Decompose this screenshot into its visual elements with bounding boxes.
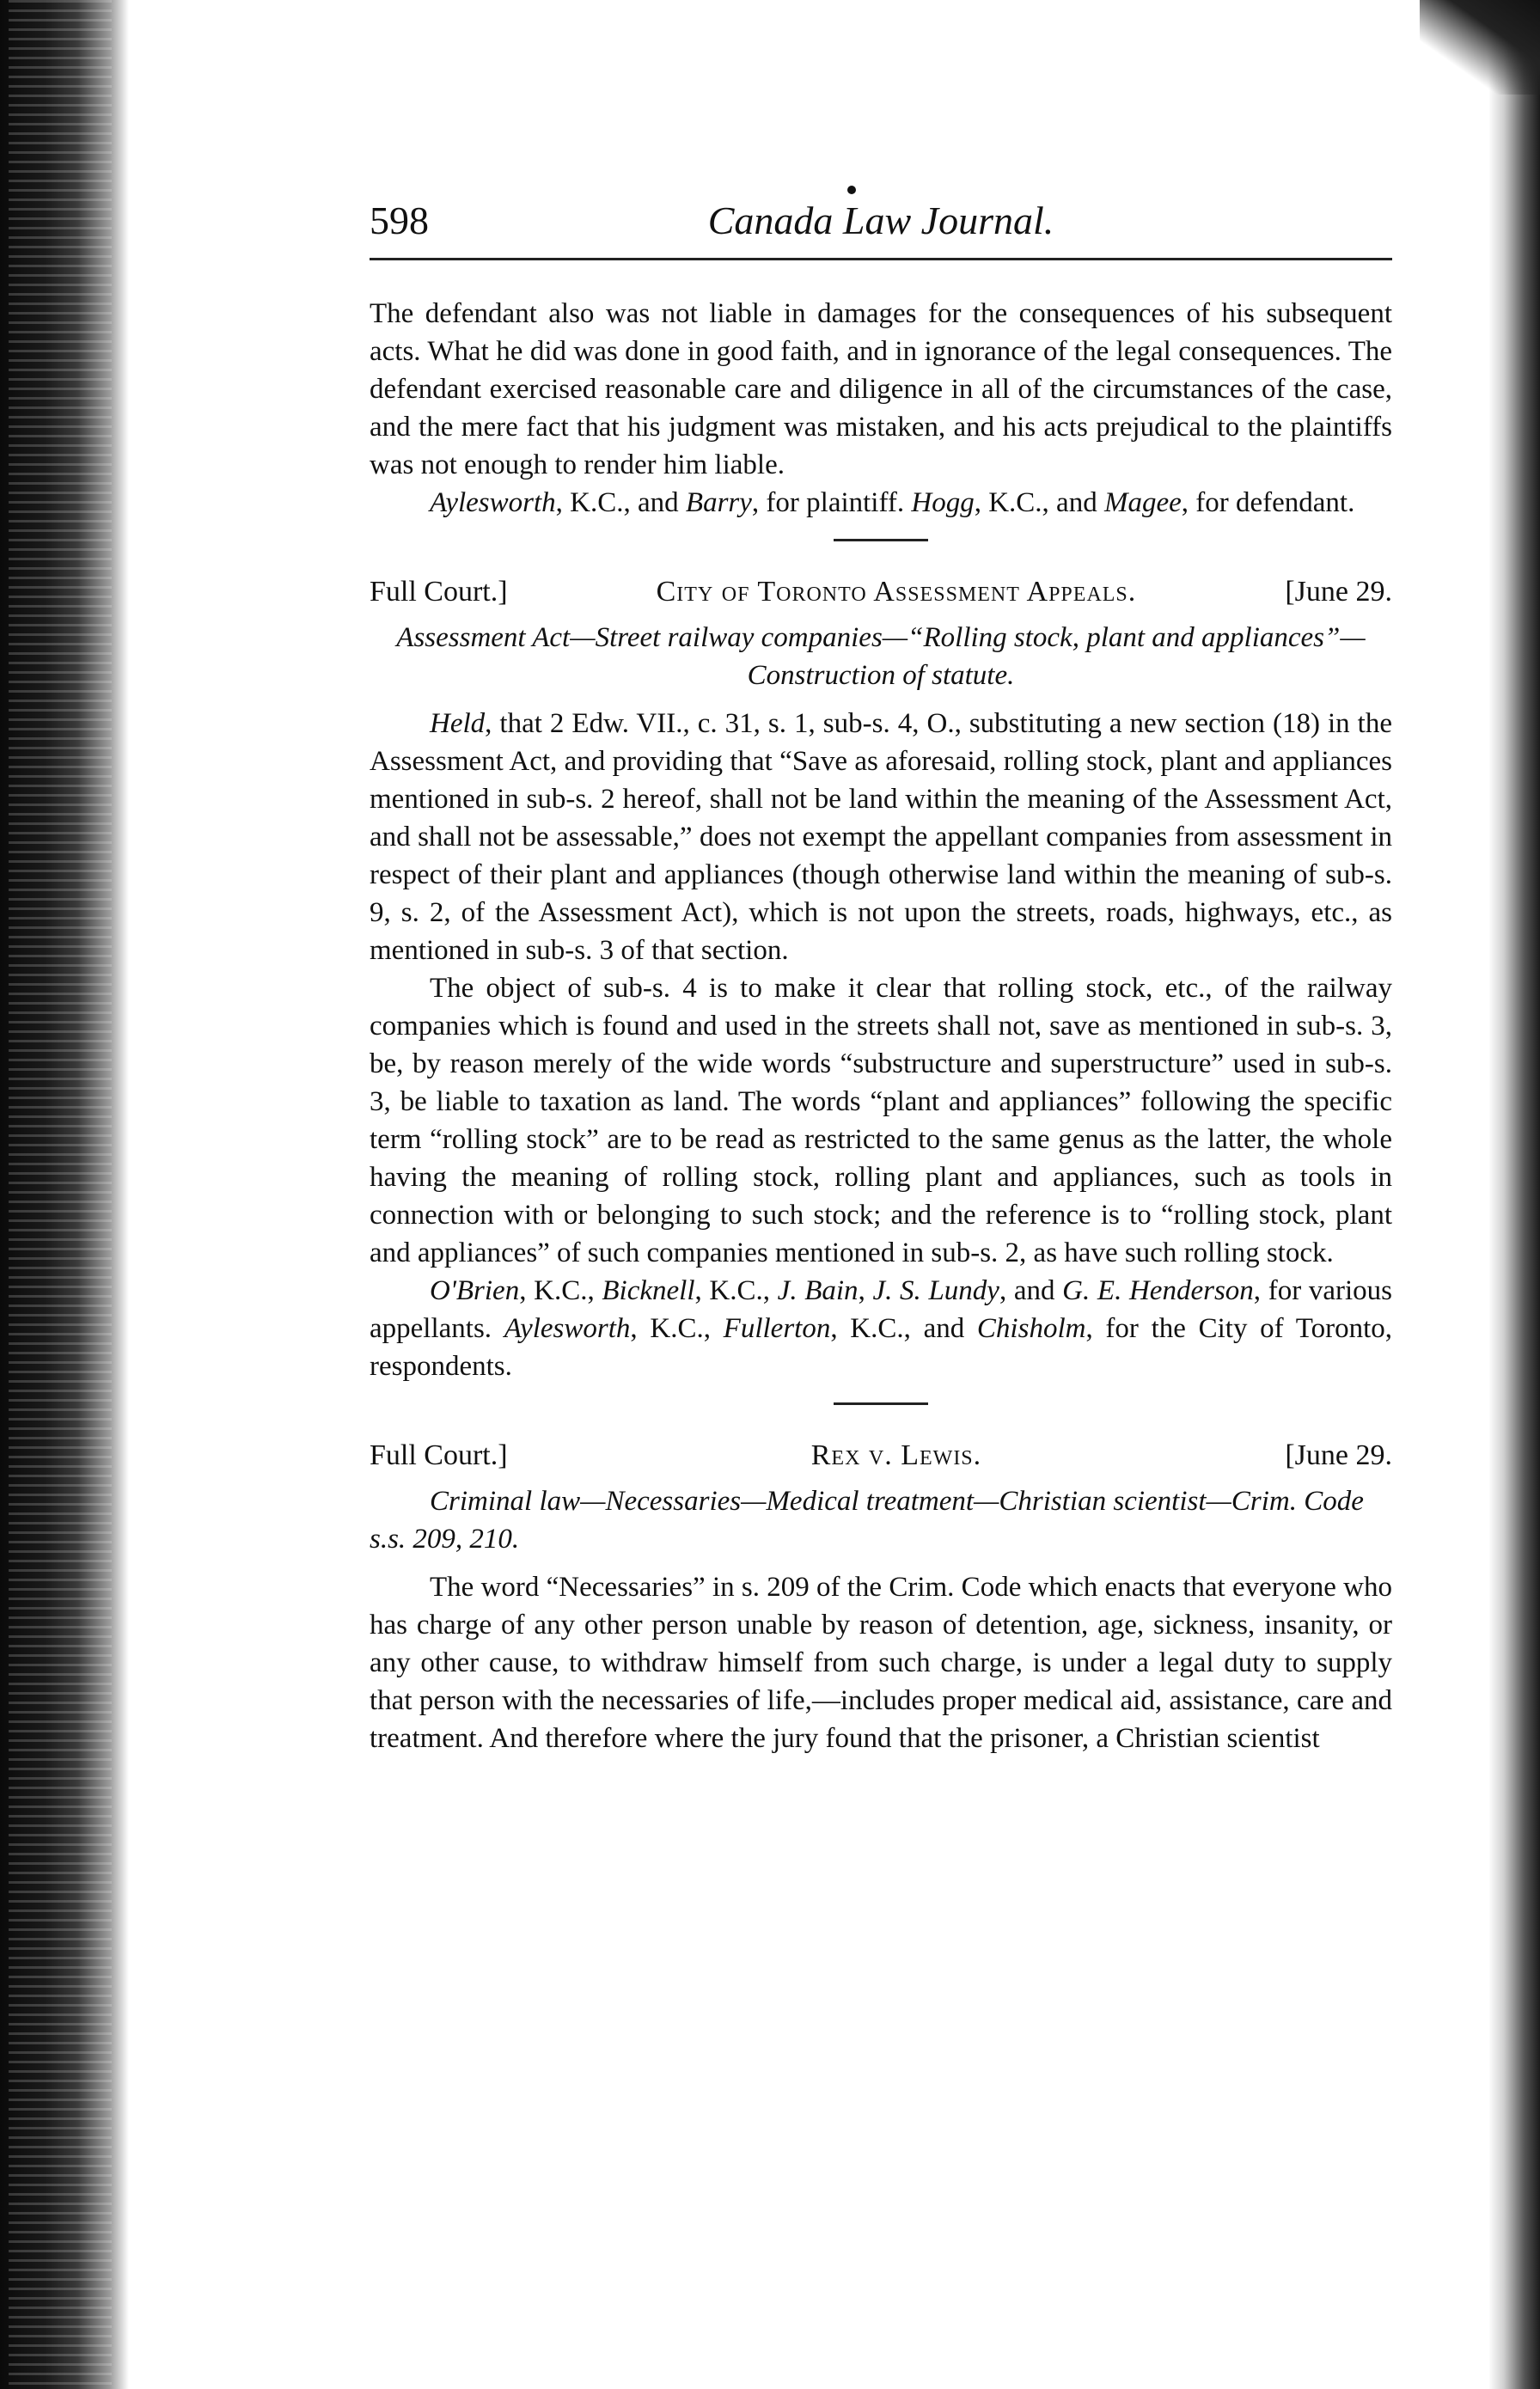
page-number: 598 xyxy=(370,199,429,242)
journal-page xyxy=(370,198,1392,1757)
counsel-name: Barry xyxy=(685,487,752,518)
court-label: Full Court.] xyxy=(370,1439,508,1471)
scan-shadow-right xyxy=(1488,0,1540,2389)
counsel-name: Aylesworth xyxy=(504,1313,631,1344)
running-header xyxy=(370,198,1392,260)
case-headnote: Assessment Act—Street railway companies—“Rolling stock, plant and appliances”—Construction of statute. xyxy=(396,622,1366,691)
counsel-name: G. E. Henderson xyxy=(1062,1275,1254,1306)
case-paragraph: The object of sub-s. 4 is to make it clear that rolling stock, etc., of the railway companies which is found and used in the streets shall not, save as mentioned in sub-s. 3, be, by reason merely of the wide words “substructure and superstructure” used in sub-s. 3, be liable to taxation as land. The words “plant and appliances” following the specific term “rolling stock” are to be read as restricted to the same genus as the latter, the whole having the meaning of rolling stock, rolling plant and appliances, such as tools in connection with or belonging to such stock; and the reference is to “rolling stock, plant and appliances” of such companies mentioned in sub-s. 2, as have such rolling stock. xyxy=(370,973,1392,1268)
court-label: Full Court.] xyxy=(370,576,508,608)
case-held-paragraph: Held, that 2 Edw. VII., c. 31, s. 1, sub-s. 4, O., substituting a new section (18) in the Assessment Act, and providing that “Save as aforesaid, rolling stock, plant and appliances mentioned in sub-s. 2 hereof, shall not be land within the meaning of the Assessment Act, and shall not be assessable,” does not exempt the appellant companies from assessment in respect of their plant and appliances (though otherwise land within the meaning of sub-s. 9, s. 2, of the Assessment Act), which is not upon the streets, roads, highways, etc., as mentioned in sub-s. 3 of that section. xyxy=(370,708,1392,966)
held-word: Held xyxy=(430,708,486,739)
opening-counsel: Aylesworth, K.C., and Barry, for plaintiff. Hogg, K.C., and Magee, for defendant. xyxy=(430,487,1355,518)
section-divider xyxy=(834,1402,928,1405)
case-date: [June 29. xyxy=(1285,1439,1392,1471)
counsel-name: Chisholm xyxy=(976,1313,1086,1344)
scan-corner-shadow xyxy=(1420,0,1540,95)
case-title: Rex v. Lewis. xyxy=(810,1439,982,1471)
case-counsel: O'Brien, K.C., Bicknell, K.C., J. Bain, J. S. Lundy, and G. E. Henderson, for various appellants. Aylesworth, K.C., Fullerton, K.C., and Chisholm, for the City of Toronto, respondents. xyxy=(370,1275,1393,1382)
scan-shadow-left xyxy=(0,0,129,2389)
case-heading xyxy=(370,572,1392,612)
case-heading xyxy=(370,1436,1392,1476)
journal-title: Canada Law Journal. xyxy=(707,199,1054,242)
counsel-name: Aylesworth xyxy=(430,487,556,518)
case-title: City of Toronto Assessment Appeals. xyxy=(656,576,1137,608)
counsel-name: Bicknell xyxy=(602,1275,695,1306)
counsel-name: J. Bain xyxy=(777,1275,859,1306)
ink-dot xyxy=(847,186,856,194)
counsel-name: Magee xyxy=(1103,487,1182,518)
case-headnote: Criminal law—Necessaries—Medical treatment—Christian scientist—Crim. Code s.s. 209, 210. xyxy=(370,1486,1364,1555)
counsel-name: J. S. Lundy xyxy=(872,1275,999,1306)
counsel-name: O'Brien xyxy=(430,1275,520,1306)
opening-paragraph: The defendant also was not liable in damages for the consequences of his subsequent acts. What he did was done in good faith, and in ignorance of the legal consequences. The defendant exercised reasonable care and diligence in all of the circumstances of the case, and the mere fact that his judgment was mistaken, and his acts prejudical to the plaintiffs was not enough to render him liable. xyxy=(370,298,1392,480)
counsel-name: Hogg xyxy=(911,487,975,518)
case-paragraph: The word “Necessaries” in s. 209 of the Crim. Code which enacts that everyone who has charge of any other person unable by reason of detention, age, sickness, insanity, or any other cause, to withdraw himself from such charge, is under a legal duty to supply that person with the necessaries of life,—includes proper medical aid, assistance, care and treatment. And therefore where the jury found that the prisoner, a Christian scientist xyxy=(370,1572,1392,1754)
section-divider xyxy=(834,539,928,541)
counsel-name: Fullerton xyxy=(723,1313,831,1344)
case-date: [June 29. xyxy=(1285,576,1392,608)
